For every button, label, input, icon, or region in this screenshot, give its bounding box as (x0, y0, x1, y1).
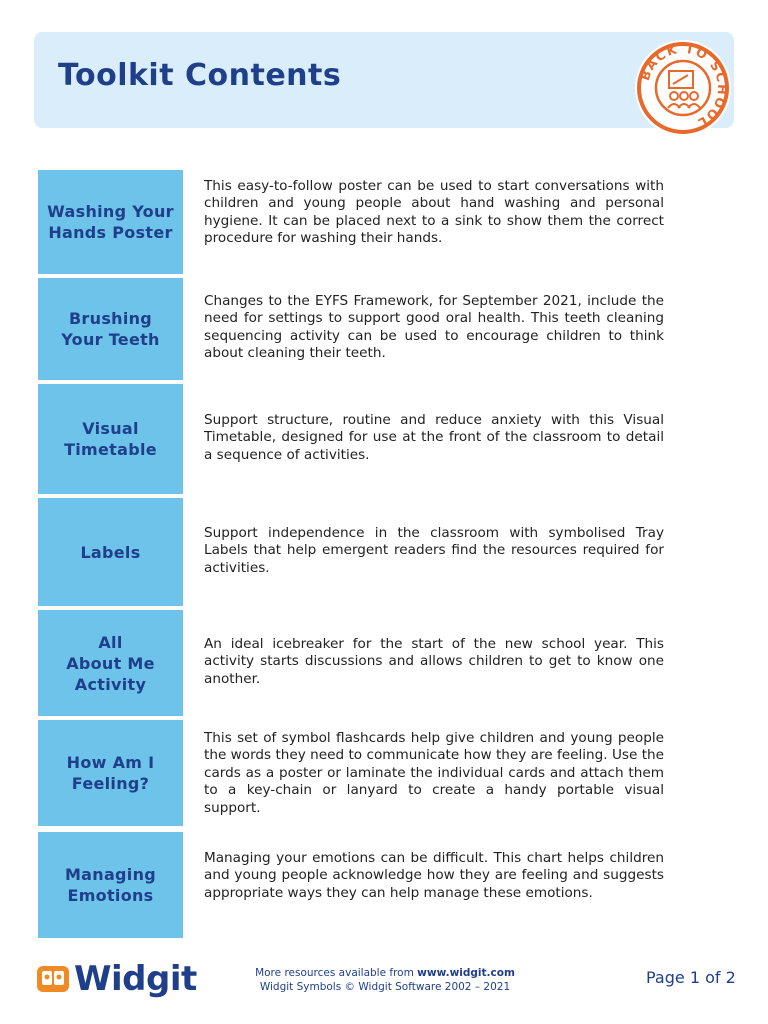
logo-wordmark: Widgit (74, 959, 197, 999)
row-label: Brushing Your Teeth (38, 278, 183, 380)
row-description: An ideal icebreaker for the start of the new school year. This activity starts discussions and allows children to get to know one another. (204, 636, 664, 687)
svg-text:BACK TO SCHOOL: BACK TO SCHOOL (636, 40, 731, 132)
row-description: Support structure, routine and reduce anxiety with this Visual Timetable, designed for use at the front of the classroom to detail a sequence of activities. (204, 412, 664, 463)
copyright-text: Widgit Symbols © Widgit Software 2002 – 2021 (259, 981, 511, 993)
row-description: Managing your emotions can be difficult. This chart helps children and young people acknowledge how they are feeling and suggests appropriate ways they can help manage these emotions. (204, 850, 664, 901)
row-description: This set of symbol flashcards help give children and young people the words they need to communicate how they are feeling. Use the cards as a poster or laminate the individual cards and attach them to a key-chain or lanyard to create a handy portable visual support. (204, 730, 664, 816)
page-title: Toolkit Contents (58, 58, 342, 93)
row-description: This easy-to-follow poster can be used to start conversations with children and young people about hand washing and personal hygiene. It can be placed next to a sink to show them the correct procedure for washing their hands. (204, 178, 664, 247)
widgit-logo (36, 960, 197, 998)
row-label: How Am I Feeling? (38, 720, 183, 826)
page-number: Page 1 of 2 (646, 968, 736, 987)
back-to-school-badge-icon (628, 38, 738, 138)
row-label: Visual Timetable (38, 384, 183, 494)
more-resources-line (230, 966, 540, 980)
back-to-school-badge (628, 38, 738, 138)
row-label: Managing Emotions (38, 832, 183, 938)
website-link[interactable]: www.widgit.com (417, 967, 515, 979)
row-label: Labels (38, 498, 183, 606)
more-resources-text: More resources available from (255, 967, 418, 979)
widgit-logo-icon (36, 963, 70, 995)
row-description: Changes to the EYFS Framework, for September 2021, include the need for settings to support good oral health. This teeth cleaning sequencing activity can be used to encourage children to think about cleaning their teeth. (204, 293, 664, 362)
row-description: Support independence in the classroom with symbolised Tray Labels that help emergent readers find the resources required for activities. (204, 525, 664, 576)
footer-info (230, 966, 540, 994)
row-label: Washing Your Hands Poster (38, 170, 183, 274)
row-label: All About Me Activity (38, 610, 183, 716)
